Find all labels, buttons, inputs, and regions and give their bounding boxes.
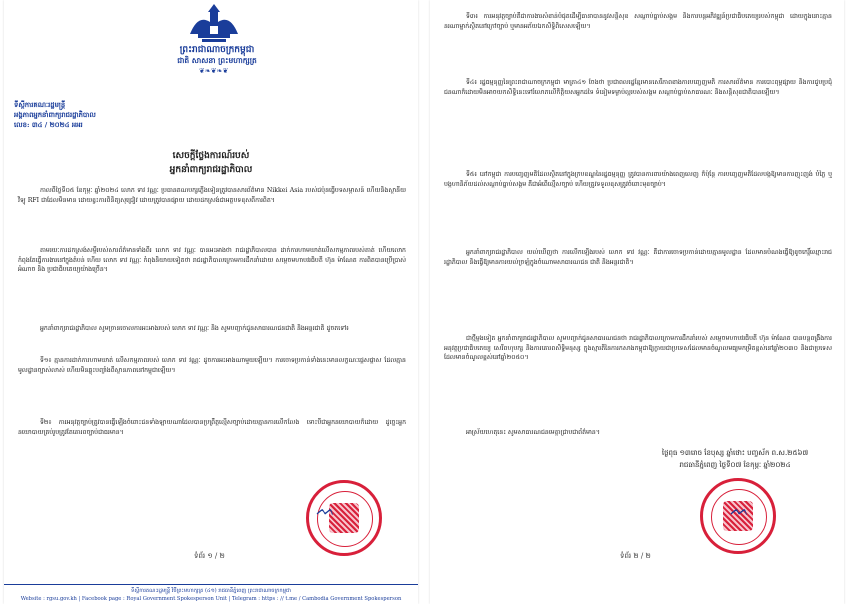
office-line-1: ទីស្តីការគណៈរដ្ឋមន្ត្រី [14, 101, 66, 109]
paragraph-reaffirmation: ជាថ្មីម្តងទៀត អ្នកនាំពាក្យរាជរដ្ឋាភិបាល សូមបញ្ជាក់ជូនសាធារណជនថា រាជរដ្ឋាភិបាលក្រោមការដឹកនាំរបស់ សម្តេចមហាបវរធិបតី ហ៊ុន ម៉ាណែត បានបន្តពង្រឹងការអនុវត្តប្រជាធិបតេយ្យ សេរីពហុបក្ស និងការគោរពសិទ្ធិមនុស្ស ក្នុងស្មារតីនៃការកសាងកម្ពុជាឱ្យក្លាយជាប្រទេសដែលមានចំណូលមធ្យមកម្រិតខ្ពស់នៅឆ្នាំ២០៣០ និងជាប្រទេសដែលមានចំណូលខ្ពស់នៅឆ្នាំ២០៥០។ [444, 335, 832, 362]
kingdom-title: ព្រះរាជាណាចក្រកម្ពុជា [179, 45, 255, 55]
paragraph-assessment: អ្នកនាំពាក្យរាជរដ្ឋាភិបាល យល់ឃើញថា ការលើកឡើងរបស់ លោក ទាវ វណ្ណៈ គឺជាការចោទប្រកាន់ដោយគ្មានមូលដ្ឋាន ដែលមានបំណងធ្វើឱ្យខូចកេរ្តិ៍ឈ្មោះរាជរដ្ឋាភិបាល និងធ្វើឱ្យមានការយល់ច្រឡំក្នុងចំណោមសាធារណជន ជាតិ និងអន្តរជាតិ។ [444, 249, 832, 266]
issuing-office [14, 100, 154, 130]
document-page-2 [430, 0, 844, 604]
page-number: ទំព័រ ១ / ២ [194, 552, 225, 560]
paragraph-response: អ្នកនាំពាក្យរាជរដ្ឋាភិបាល សូមច្រានចោលការអះអាងរបស់ លោក ទាវ វណ្ណៈ និង សូមបញ្ជាក់ជូនសាធារណជនជាតិ និងអន្តរជាតិ ដូចតទៅ៖ [40, 325, 349, 332]
paragraph-intro: កាលពីថ្ងៃទី០៥ ខែកុម្ភៈ ឆ្នាំ២០២៤ លោក ទាវ វណ្ណៈ ប្រធានគណបក្សភ្លើងទៀនត្រូវបានសារព័ត៌មាន Nikkei Asia របស់ជប៉ុនធ្វើបទសម្ភាសន៍ ហើយនិងស្ថានីយវិទ្យុ RFI ជាដែលមិនមាន ដោយខ្វះការពិនិត្យសុជ្រៀវ ដោយត្រូវបានផ្សាយ ដោយដកស្រង់ជាអត្ថបទខុសពីការពិត។ [18, 187, 406, 204]
point-3: ទី៣៖ ការអនុវត្តច្បាប់គឺជាការងារសំខាន់បំផុតដើម្បីធានាបាននូវសន្តិសុខ សណ្តាប់ធ្នាប់សង្គម និងការបន្តអភិវឌ្ឍន៍ប្រជាធិបតេយ្យរបស់កម្ពុជា ដោយក្នុងនោះគ្មាននរណាម្នាក់ស្ថិតនៅក្រៅច្បាប់ ឬមានអភ័យឯកសិទ្ធិពិសេសឡើយ។ [444, 13, 832, 30]
signature-mark: ᨓ [316, 500, 336, 519]
place-and-date: រាជធានីភ្នំពេញ ថ្ងៃទី០៧ ខែកុម្ភៈ ឆ្នាំ២០២៤ [679, 461, 791, 469]
document-title: សេចក្តីថ្លែងការណ៍របស់ [172, 151, 250, 161]
document-subtitle: អ្នកនាំពាក្យរាជរដ្ឋាភិបាល [169, 165, 253, 175]
document-page-1 [4, 0, 418, 604]
page-number: ទំព័រ ២ / ២ [620, 552, 651, 560]
lunar-date: ថ្ងៃពុធ ១៣រោច ខែបុស្ស ឆ្នាំថោះ បញ្ចស័ក ព.ស.២៥៦៧ [661, 449, 809, 457]
point-1: ទី១៖ គ្មានការដាក់ការហាមឃាត់ លើសកម្មភាពរបស់ លោក ទាវ វណ្ណៈ ដូចការអះអាងណាមួយឡើយ។ ការចោទប្រកាន់ទាំងនេះមានលក្ខណៈផ្តេសផ្តាស ដែលគ្មានមូលដ្ឋានច្បាស់លាស់ ហើយមិនឆ្លុះបញ្ចាំងពីស្ថានភាពនៅកម្ពុជាឡើយ។ [18, 357, 406, 374]
paragraph-claims: តាមរយៈការដកស្រង់សម្តីរបស់សារព័ត៌មានទាំងពីរ លោក ទាវ វណ្ណៈ បានអះអាងថា រាជរដ្ឋាភិបាលបាន ដាក់ការហាមឃាត់លើសកម្មភាពរបស់គាត់ ហើយលោកកំពុងតែធ្វើការងារនៅក្នុងតំបន់ ហើយ លោក ទាវ វណ្ណៈ កំពុងនិយាយទៀតថា រាជរដ្ឋាភិបាលក្រោមការដឹកនាំដោយ សម្តេចមហាបវរធិបតី ហ៊ុន ម៉ាណែត ការពិតបានប្រើប្រាស់អំណាច និង ប្រជាធិបតេយ្យយ៉ាងច្រើន។ [18, 247, 406, 274]
ornament-divider: ❦❧❦❧❦ [199, 67, 229, 75]
reference-number: លេខ: ៣៤ / ២០២៤ អអរ [14, 121, 83, 129]
signature-mark: ᨓ [730, 500, 750, 519]
point-2: ទី២៖ ការអនុវត្តច្បាប់ត្រូវបានធ្វើឡើងចំពោះជនទាំងឡាយណាដែលបានប្រព្រឹត្តល្មើសច្បាប់ដោយគ្មានការលើកលែង ទោះបីជាអ្នកនយោបាយក៏ដោយ ដូច្នេះអ្នកនយោបាយគ្រប់រូបត្រូវតែគោរពច្បាប់ជាធរមាន។ [18, 419, 406, 436]
point-4: ទី៤៖ រដ្ឋធម្មនុញ្ញនៃព្រះរាជាណាចក្រកម្ពុជា មាត្រា៤១ ចែងថា ប្រជាពលរដ្ឋខ្មែរមានសេរីភាពខាងការបញ្ចេញមតិ ការសារព័ត៌មាន ការបោះពុម្ពផ្សាយ និងការជួបប្រជុំ ជនណាក៏ដោយមិនអាចយកសិទ្ធិនេះទៅរំលោភលើកិត្តិយសអ្នកដទៃ ទំនៀមទម្លាប់ល្អរបស់សង្គម សណ្តាប់ធ្នាប់សាធារណៈ និងសន្តិសុខជាតិបានឡើយ។ [444, 79, 832, 96]
office-line-2: អង្គភាពអ្នកនាំពាក្យរាជរដ្ឋាភិបាល [14, 111, 96, 119]
point-5: ទី៥៖ នៅកម្ពុជា ការបញ្ចេញមតិដែលស្ថិតនៅក្នុងក្របខណ្ឌនៃរដ្ឋធម្មនុញ្ញ ត្រូវបានការពារយ៉ាងពេញលេញ ក៏ប៉ុន្តែ ការបញ្ចេញមតិដែលបង្កឱ្យមានការញុះញង់ បំភ្លៃ ឬបង្កហានិភ័យដល់សណ្តាប់ធ្នាប់សង្គម គឺជាអំពើល្មើសច្បាប់ ហើយត្រូវទទួលខុសត្រូវចំពោះមុខច្បាប់។ [444, 171, 832, 188]
royal-emblem-icon [184, 4, 244, 44]
paragraph-closing: អាស្រ័យហេតុនេះ សូមសាធារណជនមេត្តាជ្រាបជាព័ត៌មាន។ [466, 429, 600, 436]
footer [4, 584, 418, 603]
footer-links[interactable]: Website : rgsu.gov.kh | Facebook page : Royal Government Spokesperson Unit | Telegram : https : // t.me / Cambodia Government Spokesperson [20, 596, 402, 602]
footer-address: ទីស្តីការគណៈរដ្ឋមន្ត្រី វិថីព្រះមហាក្សត្រ (៤១) រាជធានីភ្នំពេញ ព្រះរាជាណាចក្រកម្ពុជា [131, 588, 291, 594]
national-motto: ជាតិ សាសនា ព្រះមហាក្សត្រ [177, 56, 257, 65]
